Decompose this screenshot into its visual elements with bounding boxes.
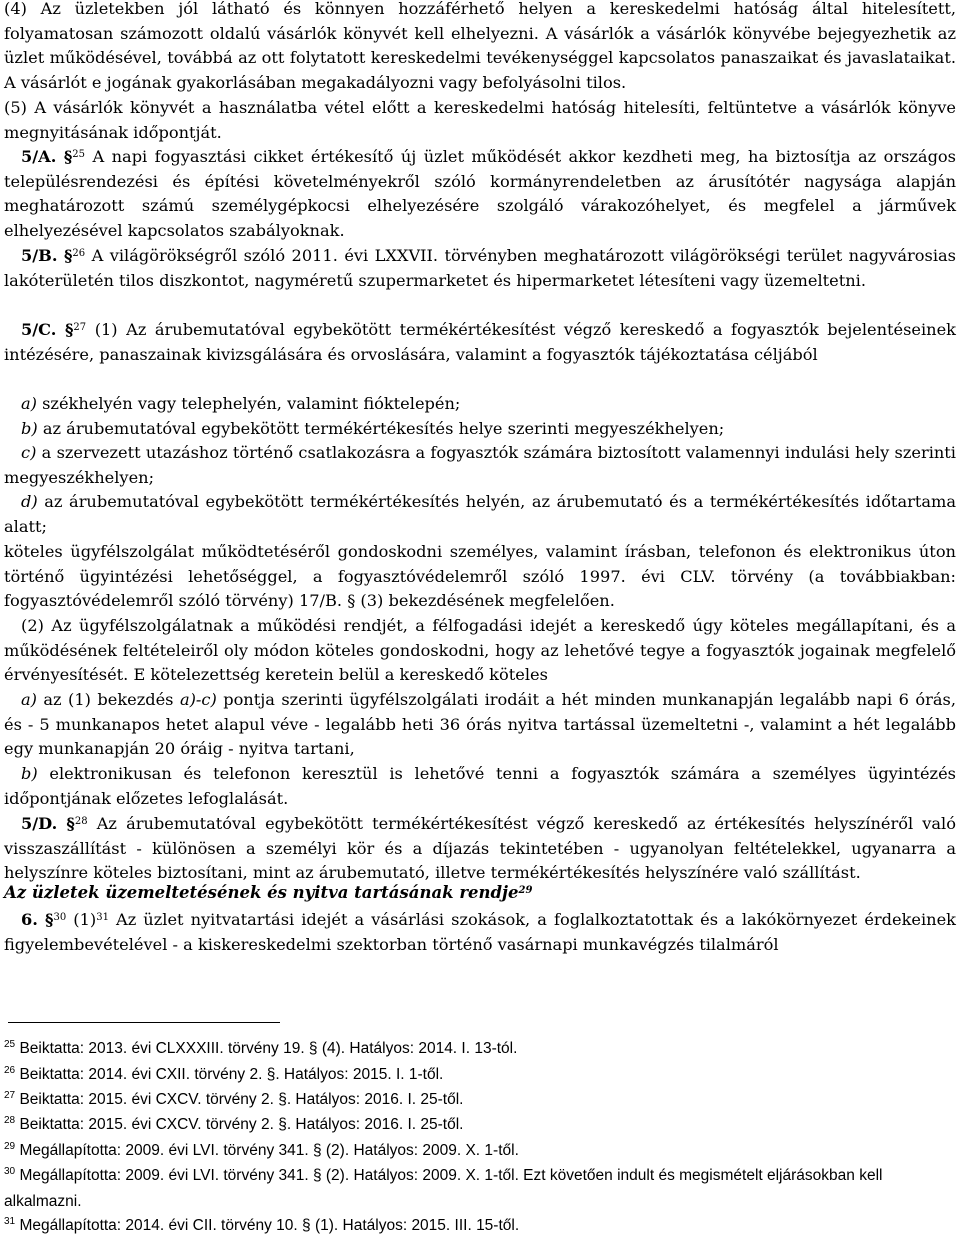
footnote-26 <box>4 1062 956 1088</box>
footnote-text: Megállapította: 2009. évi LVI. törvény 341. § (2). Hatályos: 2009. X. 1-től. <box>19 1142 519 1159</box>
item-pre: az (1) bekezdés <box>43 690 174 709</box>
section-5c-tail-text: köteles ügyfélszolgálat működtetéséről gondoskodni személyes, valamint írásban, telefonon és elektronikus úton történő ügyintézési lehetőséggel, a fogyasztóvédelemről szóló 1997. évi CLV. törvény (a továbbiakban: fogyasztóvédelemről szóló törvény) 17/B. § (3) bekezdésének megfelelően. <box>4 542 956 611</box>
footnote-text: Beiktatta: 2015. évi CXCV. törvény 2. §. Hatályos: 2016. I. 25-től. <box>19 1091 464 1108</box>
item-label: b) <box>21 764 38 783</box>
section-5c-2-item-b <box>4 762 956 811</box>
footnote-number: 29 <box>4 1141 16 1152</box>
footnote-30 <box>4 1163 956 1215</box>
footnote-ref-27[interactable]: 27 <box>73 322 87 333</box>
footnote-ref-31[interactable]: 31 <box>96 912 109 923</box>
section-5c-item-d <box>4 490 956 539</box>
item-text: székhelyén vagy telephelyén, valamint fióktelepén; <box>42 394 461 413</box>
footnote-27 <box>4 1087 956 1113</box>
footnote-ref-25[interactable]: 25 <box>72 149 86 160</box>
section-heading <box>4 883 532 902</box>
item-text: elektronikusan és telefonon keresztül is lehetővé tenni a fogyasztók számára a személyes ügyintézés időpontjának előzetes lefoglalását. <box>4 764 956 808</box>
item-label: c) <box>21 443 37 462</box>
paragraph-4 <box>4 0 956 95</box>
footnote-separator <box>8 1022 280 1023</box>
section-5a <box>4 145 956 243</box>
footnote-number: 31 <box>4 1216 16 1227</box>
section-5d-text: Az árubemutatóval egybekötött termékértékesítést végző kereskedő az értékesítés helyszínéről való visszaszállítást - különösen a személyi kör és a díjazás tekintetében - ugyanolyan feltételekkel, ugyanarra a helyszínre köteles biztosítani, mint az árubemutató, illetve termékértékesítés helyszínére való szállítást. <box>4 814 956 883</box>
footnote-text: Megállapította: 2014. évi CII. törvény 10. § (1). Hatályos: 2015. III. 15-től. <box>19 1217 520 1234</box>
heading-text: Az üzletek üzemeltetésének és nyitva tartásának rendje <box>4 883 519 902</box>
section-5b-sign: § <box>63 246 73 265</box>
item-text: az árubemutatóval egybekötött termékértékesítés helye szerinti megyeszékhelyen; <box>42 419 725 438</box>
footnote-25 <box>4 1036 956 1062</box>
section-6-sign: § <box>44 910 54 929</box>
section-5c-number: 5/C. <box>21 320 57 339</box>
section-5c-item-b <box>4 417 956 442</box>
item-text: a szervezett utazáshoz történő csatlakozásra a fogyasztók számára biztosított valamennyi indulási hely szerinti megyeszékhelyen; <box>4 443 956 487</box>
section-6-text: Az üzlet nyitvatartási idejét a vásárlási szokások, a foglalkoztatottak és a lakókörnyezet érdekeinek figyelembevételével - a kiskereskedelmi szektorban történő vasárnapi munkavégzés tilalmáról <box>4 910 956 954</box>
paragraph-5 <box>4 96 956 145</box>
footnote-29 <box>4 1138 956 1164</box>
item-text: az árubemutatóval egybekötött termékértékesítés helyén, az árubemutató és a termékértékesítés időtartama alatt; <box>4 492 956 536</box>
section-5a-number: 5/A. <box>21 147 57 166</box>
footnote-number: 25 <box>4 1039 16 1050</box>
section-5d-number: 5/D. <box>21 814 58 833</box>
footnote-number: 30 <box>4 1166 16 1177</box>
item-label: a) <box>21 394 37 413</box>
footnote-ref-26[interactable]: 26 <box>72 248 86 259</box>
section-5d <box>4 812 956 886</box>
section-5c-sign: § <box>64 320 74 339</box>
item-ref: a)-c) <box>179 690 217 709</box>
footnote-31 <box>4 1213 956 1239</box>
section-6-number: 6. <box>21 910 38 929</box>
section-5c-text: (1) Az árubemutatóval egybekötött termékértékesítést végző kereskedő a fogyasztók bejelentéseinek intézésére, panaszainak kivizsgálására és orvoslására, valamint a fogyasztók tájékoztatása céljából <box>4 320 956 364</box>
footnote-number: 27 <box>4 1090 16 1101</box>
section-5b-text: A világörökségről szóló 2011. évi LXXVII. törvényben meghatározott világörökségi terület nagyvárosias lakóterületén tilos diszkontot, nagyméretű szupermarketet és hipermarketet létesíteni vagy üzemeltetni. <box>4 246 956 290</box>
section-5a-sign: § <box>63 147 73 166</box>
section-5b <box>4 244 956 293</box>
footnote-28 <box>4 1112 956 1138</box>
paragraph-5-text: (5) A vásárlók könyvét a használatba vétel előtt a kereskedelmi hatóság hitelesíti, feltüntetve a vásárlók könyve megnyitásának időpontját. <box>4 98 956 142</box>
item-label: a) <box>21 690 37 709</box>
footnote-text: Beiktatta: 2013. évi CLXXXIII. törvény 19. § (4). Hatályos: 2014. I. 13-tól. <box>19 1040 518 1057</box>
section-5c <box>4 318 956 367</box>
section-5d-sign: § <box>66 814 75 833</box>
section-6 <box>4 908 956 957</box>
section-5b-number: 5/B. <box>21 246 58 265</box>
footnote-text: Beiktatta: 2015. évi CXCV. törvény 2. §. Hatályos: 2016. I. 25-től. <box>19 1116 464 1133</box>
section-5c-item-a <box>4 392 956 417</box>
section-5c-item-c <box>4 441 956 490</box>
footnote-ref-29[interactable]: 29 <box>518 885 533 896</box>
section-5a-text: A napi fogyasztási cikket értékesítő új üzlet működését akkor kezdheti meg, ha biztosítja az országos településrendezési és építési követelményekről szóló kormányrendeletben az árusítótér nagysága alapján meghatározott számú személygépkocsi elhelyezésére szolgáló várakozóhelyet, és megfelel a járművek elhelyezésével kapcsolatos szabályoknak. <box>4 147 956 240</box>
paragraph-2-text: (2) Az ügyfélszolgálatnak a működési rendjét, a félfogadási idejét a kereskedő úgy köteles megállapítani, és a működésének feltételeiről oly módon köteles gondoskodni, hogy az lehetővé tegye a fogyasztók jogainak megfelelő érvényesítését. E kötelezettség keretein belül a kereskedő köteles <box>4 616 956 685</box>
footnote-text: Megállapította: 2009. évi LVI. törvény 341. § (2). Hatályos: 2009. X. 1-től. Ezt követően indult és megismételt eljárásokban kell alkalmazni. <box>4 1167 883 1210</box>
section-6-paragraph-number: (1) <box>73 910 97 929</box>
footnote-ref-28[interactable]: 28 <box>74 816 88 827</box>
item-label: b) <box>21 419 38 438</box>
footnote-number: 26 <box>4 1065 16 1076</box>
footnote-text: Beiktatta: 2014. évi CXII. törvény 2. §. Hatályos: 2015. I. 1-től. <box>19 1066 444 1083</box>
section-5c-2-item-a <box>4 688 956 762</box>
section-5c-paragraph-2 <box>4 614 956 688</box>
section-5c-tail <box>4 540 956 614</box>
item-text: pontja szerinti ügyfélszolgálati irodáit a hét minden munkanapján legalább napi 6 órás, és - 5 munkanapos hetet alapul véve - legalább heti 36 órás nyitva tartással üzemeltetni -, valamint a hét legalább egy munkanapján 20 óráig - nyitva tartani, <box>4 690 956 759</box>
footnote-number: 28 <box>4 1115 16 1126</box>
item-label: d) <box>21 492 38 511</box>
paragraph-4-text: (4) Az üzletekben jól látható és könnyen hozzáférhető helyen a kereskedelmi hatóság által hitelesített, folyamatosan számozott oldalú vásárlók könyvét kell elhelyezni. A vásárlók a vásárlók könyvébe bejegyezhetik az üzlet működésével, továbbá az ott folytatott kereskedelmi tevékenységgel kapcsolatos panaszaikat és javaslataikat. A vásárlót e jogának gyakorlásában megakadályozni vagy befolyásolni tilos. <box>4 0 956 92</box>
footnote-ref-30[interactable]: 30 <box>53 912 67 923</box>
